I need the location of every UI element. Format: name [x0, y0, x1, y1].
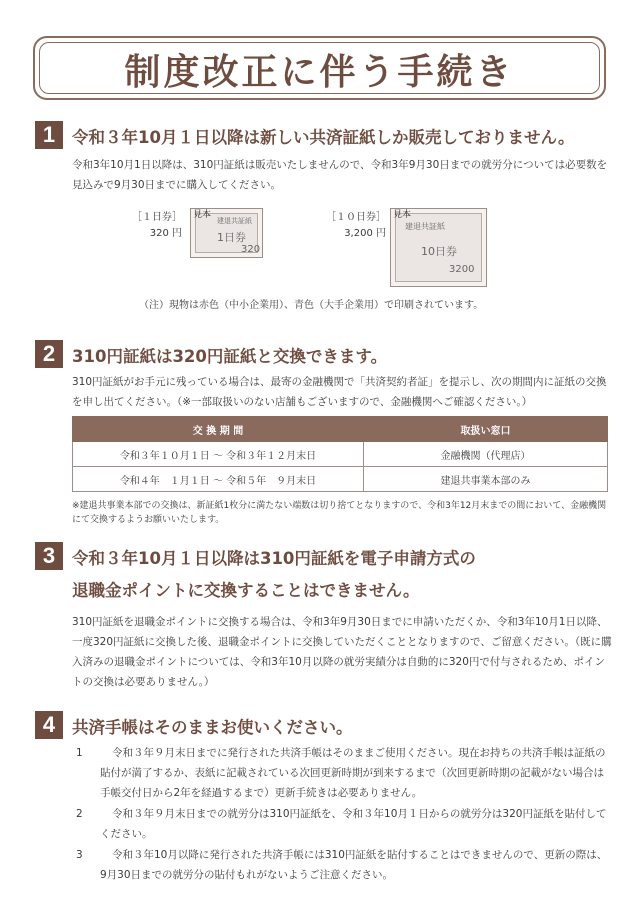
stamp-10-label: ［１０日券］	[326, 212, 386, 223]
table-row	[73, 467, 608, 492]
item-2-number: 2	[76, 808, 83, 820]
stamp-1-kind: 建退共証紙	[217, 217, 252, 225]
stamp-1-mihon: 見本	[193, 210, 212, 220]
table-header-period: 交 換 期 間	[73, 417, 364, 442]
section-2-body: 310円証紙がお手元に残っている場合は、最寄の金融機関で「共済契約者証」を提示し、次の期間内に証紙の交換を申し出てください。（※一部取扱いのない店舗もございますので、金融機関へご確認ください。）	[72, 376, 607, 408]
stamp-10-price: 3,200 円	[344, 228, 386, 239]
item-1-number: 1	[76, 747, 83, 759]
section-3-number: 3	[35, 542, 63, 570]
section-2-footnote: ※建退共事業本部での交換は、新証紙1枚分に満たない端数は切り捨てとなりますので、令和3年12月末までの間において、金融機関にて交換するようお願いいたします。	[72, 501, 607, 525]
stamp-1-label: ［１日券］	[132, 212, 182, 223]
item-1-text: 令和３年９月末日までに発行された共済手帳はそのままご使用ください。現在お持ちの共済手帳は証紙の貼付が満了するか、表紙に記載されている次回更新時期が到来するまで（次回更新時期の記載がない場合は手帳交付日から2年を経過するまで）更新手続きは必要ありません。	[100, 747, 606, 799]
table-row	[73, 442, 608, 467]
stamp-1-value: 320	[241, 244, 261, 255]
stamp-10-kind: 建退共証紙	[405, 222, 445, 231]
stamp-10-mihon: 見本	[393, 210, 412, 220]
table-cell-period: 令和３年１０月１日 ～ 令和３年１２月末日	[73, 442, 364, 467]
section-1-heading: 令和３年10月１日以降は新しい共済証紙しか販売しておりません。	[72, 128, 575, 147]
stamp-10-value: 3200	[449, 264, 475, 275]
stamp-1-price: 320 円	[149, 228, 182, 239]
stamp-10-image	[390, 208, 487, 287]
exchange-table	[72, 416, 608, 492]
stamp-1-days: 1日券	[217, 231, 246, 244]
item-3-text: 令和３年10月以降に発行された共済手帳には310円証紙を貼付することはできませんので、更新の際は、9月30日までの就労分の貼付もれがないようご注意ください。	[100, 849, 608, 881]
section-1-body: 令和3年10月1日以降は、310円証紙は販売いたしませんので、令和3年9月30日までの就労分については必要数を見込みで9月30日までに購入してください。	[72, 159, 608, 191]
item-3-number: 3	[76, 849, 83, 861]
section-1-number: 1	[35, 121, 63, 149]
stamp-1-image	[190, 208, 263, 258]
section-4-heading: 共済手帳はそのままお使いください。	[72, 718, 353, 737]
section-2-heading: 310円証紙は320円証紙と交換できます。	[72, 347, 388, 366]
table-header-counter: 取扱い窓口	[364, 417, 608, 442]
section-1-note: （注）現物は赤色（中小企業用）、青色（大手企業用）で印刷されています。	[139, 300, 484, 311]
section-4-number: 4	[35, 711, 63, 739]
section-3-body: 310円証紙を退職金ポイントに交換する場合は、令和3年9月30日までに申請いただくか、令和3年10月1日以降、一度320円証紙に交換した後、退職金ポイントに交換していただくこととなりますので、ご留意ください。（既に購入済みの退職金ポイントについては、令和3年10月以降の就労実績分は自動的に320円で付与されるため、ポイントの交換は必要ありません。）	[72, 616, 612, 688]
section-3-heading-line1: 令和３年10月１日以降は310円証紙を電子申請方式の	[72, 549, 476, 568]
table-cell-counter: 建退共事業本部のみ	[364, 467, 608, 492]
title-frame	[33, 36, 606, 100]
page-title: 制度改正に伴う手続き	[124, 52, 515, 93]
section-3-heading-line2: 退職金ポイントに交換することはできません。	[72, 581, 420, 600]
table-cell-counter: 金融機関（代理店）	[364, 442, 608, 467]
section-2-number: 2	[35, 340, 63, 368]
table-cell-period: 令和４年 １月１日 ～ 令和５年 ９月末日	[73, 467, 364, 492]
item-2-text: 令和３年９月末日までの就労分は310円証紙を、令和３年10月１日からの就労分は320円証紙を貼付してください。	[100, 808, 607, 840]
stamp-10-days: 10日券	[421, 245, 457, 258]
